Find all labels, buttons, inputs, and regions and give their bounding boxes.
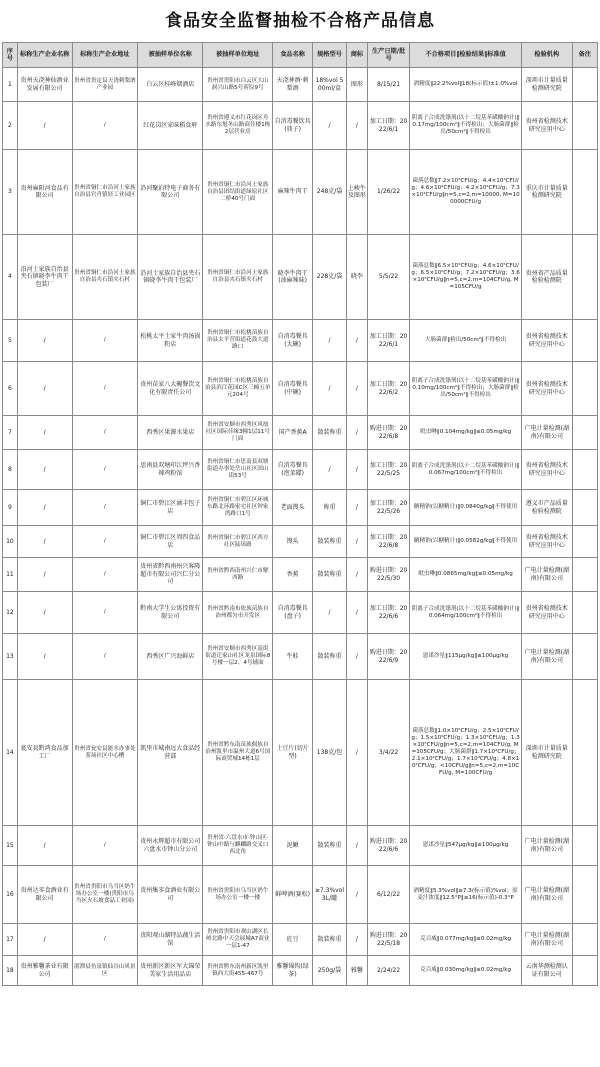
cell-index: 3 <box>3 150 18 235</box>
col-header-remark: 备注 <box>572 43 597 68</box>
cell-spec: / <box>313 592 347 634</box>
cell-lab: 广电计量检测(湖南)有限公司 <box>521 866 572 924</box>
cell-index: 15 <box>3 826 18 866</box>
cell-producer: / <box>17 634 72 680</box>
col-header-failed-item: 不合格项目‖检验结果‖标准值 <box>410 43 522 68</box>
cell-spec: / <box>313 320 347 362</box>
cell-sampled-address: 贵州省铜仁市碧江区环城东路北环路家宅社区钟家湾路口1号 <box>203 490 273 526</box>
cell-remark <box>572 866 597 924</box>
cell-producer-address: / <box>72 826 137 866</box>
cell-failed-item: 吡虫啉‖0.104mg/kg‖≤0.05mg/kg <box>410 416 522 450</box>
cell-trademark: / <box>346 826 367 866</box>
col-header-food-name: 食品名称 <box>273 43 313 68</box>
table-row <box>3 235 598 320</box>
cell-producer-address: 贵州省瓮安县能水办事处茶场社区中心槽 <box>72 680 137 826</box>
cell-index: 8 <box>3 450 18 490</box>
cell-trademark: / <box>346 866 367 924</box>
cell-date: 加工日期：2022/6/1 <box>367 102 409 150</box>
cell-date: 2/24/22 <box>367 956 409 986</box>
cell-spec: 散装称重 <box>313 526 347 558</box>
cell-producer: / <box>17 450 72 490</box>
cell-producer-address: / <box>72 526 137 558</box>
cell-producer: / <box>17 526 72 558</box>
cell-food-name: 牛蛙 <box>273 634 313 680</box>
cell-trademark: / <box>346 634 367 680</box>
cell-index: 2 <box>3 102 18 150</box>
cell-sampled-unit: 铜仁市碧江区涵丰包子店 <box>138 490 203 526</box>
cell-trademark: / <box>346 362 367 416</box>
cell-food-name: 豇豆 <box>273 924 313 956</box>
cell-spec: 18%vol 500ml/盒 <box>313 68 347 102</box>
cell-producer-address: / <box>72 924 137 956</box>
cell-trademark: / <box>346 592 367 634</box>
cell-lab: 贵州省检测技术研究应用中心 <box>521 450 572 490</box>
cell-failed-item: 酒精度‖22.2%vol‖18(标示值)±1.0%vol <box>410 68 522 102</box>
cell-sampled-unit: 沿河土家族自治县夹石镇晓李牛肉干包装厂 <box>138 235 203 320</box>
table-row <box>3 416 598 450</box>
cell-index: 13 <box>3 634 18 680</box>
cell-food-name: 自消毒餐具(泡菜碟) <box>273 450 313 490</box>
cell-lab: 贵州省产品质量检验检测院 <box>521 235 572 320</box>
table-row <box>3 362 598 416</box>
cell-index: 10 <box>3 526 18 558</box>
cell-food-name: 自消毒餐具(中碗) <box>273 362 313 416</box>
cell-remark <box>572 956 597 986</box>
table-row <box>3 592 598 634</box>
cell-lab: 广电计量检测(湖南)有限公司 <box>521 634 572 680</box>
table-row <box>3 490 598 526</box>
cell-food-name: 天浇神酒·刺梨酒 <box>273 68 313 102</box>
cell-remark <box>572 634 597 680</box>
cell-index: 4 <box>3 235 18 320</box>
inspection-table <box>2 42 598 986</box>
cell-sampled-address: 贵州省黔东南州新区凯里镇西大街455-467号 <box>203 956 273 986</box>
cell-producer: / <box>17 490 72 526</box>
cell-trademark: / <box>346 680 367 826</box>
cell-spec: / <box>313 450 347 490</box>
cell-sampled-unit: 西秀区广兴海鲜店 <box>138 634 203 680</box>
table-row <box>3 558 598 592</box>
cell-failed-item: 恩诺沙星‖115μg/kg‖≤100μg/kg <box>410 634 522 680</box>
cell-lab: 深圳市计量质量检测研究院 <box>521 68 572 102</box>
cell-producer: / <box>17 416 72 450</box>
cell-food-name: 麻辣牛肉干 <box>273 150 313 235</box>
cell-food-name: 国产香蕉A <box>273 416 313 450</box>
cell-producer-address: / <box>72 102 137 150</box>
col-header-sampled-address: 被抽样单位地址 <box>203 43 273 68</box>
cell-index: 7 <box>3 416 18 450</box>
cell-index: 17 <box>3 924 18 956</box>
cell-sampled-address: 贵州省黔东南苗族侗族自治州凯里市温州大道6号国际商贸城14栋1层 <box>203 680 273 826</box>
cell-spec: 250g/袋 <box>313 956 347 986</box>
cell-producer: / <box>17 102 72 150</box>
cell-producer: / <box>17 558 72 592</box>
table-header-row <box>3 43 598 68</box>
cell-spec: 散装称重 <box>313 924 347 956</box>
col-header-lab: 检验机构 <box>521 43 572 68</box>
col-header-producer-address: 标称生产企业地址 <box>72 43 137 68</box>
cell-producer-address: / <box>72 558 137 592</box>
cell-sampled-unit: 沿河聚泊特电子商务有限公司 <box>138 150 203 235</box>
cell-remark <box>572 320 597 362</box>
cell-remark <box>572 450 597 490</box>
cell-date: 6/12/22 <box>367 866 409 924</box>
cell-lab: 贵州省检测技术研究应用中心 <box>521 592 572 634</box>
cell-trademark: 晓李 <box>346 235 367 320</box>
cell-producer-address: 贵州省贵阳市乌当区奶牛场办公室一楼(贵阳市乌当区火石坡食品工业园) <box>72 866 137 924</box>
cell-spec: / <box>313 362 347 416</box>
cell-failed-item: 菌落总数‖1.0×10⁵CFU/g；2.5×10⁵CFU/g；1.5×10⁵CFU/g；1.3×10⁵CFU/g；1.3×10⁵CFU/g‖n=5,c=2,m=104CFU/g, M=105CFU/g；大肠菌群‖1.7×10³CFU/g；2.1×10²CFU/g；1.7×10³CFU/g；4.8×10²CFU/g；<10CFU/g‖n=5,c=2,m=10CFU/g, M=100CFU/g <box>410 680 522 826</box>
page-title: 食品安全监督抽检不合格产品信息 <box>165 11 435 31</box>
table-row <box>3 526 598 558</box>
cell-food-name: 泥鳅 <box>273 826 313 866</box>
cell-producer-address: / <box>72 634 137 680</box>
cell-date: 加工日期：2022/5/26 <box>367 490 409 526</box>
cell-sampled-address: 贵州省铜仁市松桃苗族自治县太平营街道花鼓大道路口 <box>203 320 273 362</box>
cell-failed-item: 大肠菌群‖检出/50cm²‖不得检出 <box>410 320 522 362</box>
cell-lab: 贵州省检测技术研究应用中心 <box>521 362 572 416</box>
cell-sampled-unit: 铜仁市碧江区周四食品店 <box>138 526 203 558</box>
cell-sampled-address: 贵州省铜仁市松桃苗族自治县滨江花园C区三幢五单元204号 <box>203 362 273 416</box>
cell-spec: 称重 <box>313 490 347 526</box>
cell-index: 16 <box>3 866 18 924</box>
cell-failed-item: 恩诺沙星‖547μg/kg‖≤100μg/kg <box>410 826 522 866</box>
cell-producer: / <box>17 320 72 362</box>
cell-sampled-unit: 黔南大学生公寓投资有限公司 <box>138 592 203 634</box>
cell-food-name: 自消毒餐具(大碗) <box>273 320 313 362</box>
cell-lab: 云南华测检测认证有限公司 <box>521 956 572 986</box>
cell-sampled-unit: 贵阳观山湖特品蔬生活馆 <box>138 924 203 956</box>
cell-sampled-address: 贵州省贵阳市乌当区奶牛场办公室一楼一楼 <box>203 866 273 924</box>
cell-food-name: 馒头 <box>273 526 313 558</box>
cell-sampled-unit: 贵州苗家八大碗餐饮文化有限责任公司 <box>138 362 203 416</box>
cell-sampled-unit: 凯里市城南远大食品经营部 <box>138 680 203 826</box>
cell-producer-address: / <box>72 416 137 450</box>
cell-date: 1/26/22 <box>367 150 409 235</box>
cell-sampled-address: 贵州省铜仁市碧江区西方社区陆场路 <box>203 526 273 558</box>
cell-sampled-address: 贵州省贵阳市白云区大山洞兴山路5号荷原9号 <box>203 68 273 102</box>
col-header-index: 序号 <box>3 43 18 68</box>
cell-date: 8/15/21 <box>367 68 409 102</box>
cell-sampled-address: 贵州省·六盘水市·钟山区·钟山中路与麒麟路交叉口西北角 <box>203 826 273 866</box>
cell-trademark: 上峻牛及图形 <box>346 150 367 235</box>
cell-producer-address: / <box>72 490 137 526</box>
cell-remark <box>572 68 597 102</box>
cell-lab: 深圳市计量质量检测研究院 <box>521 680 572 826</box>
col-header-spec: 规格型号 <box>313 43 347 68</box>
cell-sampled-unit: 松桃太平土家牛肉汤锅粉店 <box>138 320 203 362</box>
cell-lab: 贵州省检测技术研究应用中心 <box>521 526 572 558</box>
cell-producer: 瓮安县黔鸿食品加工厂 <box>17 680 72 826</box>
cell-spec: 散装称重 <box>313 634 347 680</box>
cell-producer-address: 湄潭县鱼泉镇仙谷山风景区 <box>72 956 137 986</box>
col-header-producer: 标称生产企业名称 <box>17 43 72 68</box>
cell-trademark: / <box>346 102 367 150</box>
cell-date: 购进日期：2022/6/9 <box>367 634 409 680</box>
cell-lab: 贵州省检测技术研究应用中心 <box>521 320 572 362</box>
cell-failed-item: 克百威‖0.030mg/kg‖≤0.02mg/kg <box>410 956 522 986</box>
cell-sampled-address: 贵州省安顺市西秀区南街街道迁家山社区龙泉国际8号楼一层2、4号铺面 <box>203 634 273 680</box>
cell-producer: 沿河土家族自治县夹石镇晓李牛肉干包装厂 <box>17 235 72 320</box>
cell-trademark: / <box>346 320 367 362</box>
cell-remark <box>572 592 597 634</box>
cell-failed-item: 糖精钠(以糖精计)‖0.0582g/kg‖不得使用 <box>410 526 522 558</box>
cell-producer-address: / <box>72 362 137 416</box>
cell-remark <box>572 150 597 235</box>
table-row <box>3 450 598 490</box>
cell-lab: 广电计量检测(湖南)有限公司 <box>521 826 572 866</box>
cell-date: 5/5/22 <box>367 235 409 320</box>
cell-failed-item: 吡虫啉‖0.0865mg/kg‖≤0.05mg/kg <box>410 558 522 592</box>
cell-producer: / <box>17 924 72 956</box>
cell-trademark: / <box>346 924 367 956</box>
cell-spec: ≥7.3%vol 3L/罐 <box>313 866 347 924</box>
cell-sampled-unit: 红花岗区家味稻食府 <box>138 102 203 150</box>
cell-food-name: 自消毒餐饮具(筷子) <box>273 102 313 150</box>
cell-date: 加工日期：2022/6/6 <box>367 592 409 634</box>
cell-date: 3/4/22 <box>367 680 409 826</box>
cell-date: 加工日期：2022/6/2 <box>367 362 409 416</box>
cell-spec: 228克/袋 <box>313 235 347 320</box>
cell-index: 6 <box>3 362 18 416</box>
cell-index: 18 <box>3 956 18 986</box>
cell-lab: 广电计量检测(湖南)有限公司 <box>521 924 572 956</box>
cell-lab: 贵州省检测技术研究应用中心 <box>521 102 572 150</box>
cell-trademark: / <box>346 416 367 450</box>
cell-sampled-address: 贵州省安顺市西秀区风凰社区国际佳缘3幢1层11号门面 <box>203 416 273 450</box>
cell-failed-item: 阴离子合成洗涤剂(以十二烷基苯磺酸钠计)‖0.067mg/100cm²‖不得检出 <box>410 450 522 490</box>
cell-failed-item: 阴离子合成洗涤剂(以十二烷基苯磺酸钠计)‖0.17mg/100cm²‖不得检出；大肠菌群‖检出/50cm²‖不得检出 <box>410 102 522 150</box>
cell-remark <box>572 526 597 558</box>
cell-date: 加工日期：2022/6/8 <box>367 526 409 558</box>
table-row <box>3 634 598 680</box>
cell-lab: 广电计量检测(湖南)有限公司 <box>521 416 572 450</box>
cell-remark <box>572 558 597 592</box>
cell-spec: 138克/包 <box>313 680 347 826</box>
cell-failed-item: 阴离子合成洗涤剂(以十二烷基苯磺酸钠计)‖0.10mg/100cm²‖不得检出；大肠菌群‖检出/50cm²‖不得检出 <box>410 362 522 416</box>
col-header-sampled-unit: 被抽样单位名称 <box>138 43 203 68</box>
cell-producer-address: / <box>72 592 137 634</box>
table-row <box>3 826 598 866</box>
cell-sampled-unit: 贵州省黔西南州兴客隆超市有限公司兴仁分公司 <box>138 558 203 592</box>
cell-producer: 贵州雅馨茶业有限公司 <box>17 956 72 986</box>
cell-index: 5 <box>3 320 18 362</box>
table-row <box>3 924 598 956</box>
cell-remark <box>572 680 597 826</box>
col-header-date: 生产日期/批号 <box>367 43 409 68</box>
cell-food-name: 老面馒头 <box>273 490 313 526</box>
cell-trademark: / <box>346 526 367 558</box>
cell-trademark: / <box>346 450 367 490</box>
cell-producer-address: / <box>72 450 137 490</box>
cell-remark <box>572 826 597 866</box>
cell-index: 9 <box>3 490 18 526</box>
cell-sampled-address: 贵州省铜仁市沿河土家族自治县夹石镇夹石村 <box>203 235 273 320</box>
cell-producer-address: 贵州省铜仁市沿河土家族自治县官舟镇轻工业园区 <box>72 150 137 235</box>
cell-spec: / <box>313 102 347 150</box>
cell-date: 加工日期：2022/5/25 <box>367 450 409 490</box>
table-row <box>3 150 598 235</box>
table-row <box>3 866 598 924</box>
table-body <box>3 68 598 986</box>
table-row <box>3 320 598 362</box>
cell-index: 1 <box>3 68 18 102</box>
cell-spec: 散装称重 <box>313 558 347 592</box>
cell-spec: 散装称重 <box>313 416 347 450</box>
cell-food-name: 雅馨锦钩(绿茶) <box>273 956 313 986</box>
cell-failed-item: 菌落总数‖6.5×10⁵CFU/g；4.6×10⁵CFU/g；6.5×10⁵CFU/g；7.2×10⁵CFU/g；3.6×10⁵CFU/g‖n=5,c=2,m=104CFU/g, M=105CFU/g <box>410 235 522 320</box>
cell-remark <box>572 416 597 450</box>
cell-failed-item: 菌落总数‖7.2×10⁴CFU/g；4.4×10⁴CFU/g；4.6×10⁴CFU/g；4.2×10⁴CFU/g；7.3×10⁴CFU/g‖n=5,c=2,m=10000, M=100000CFU/g <box>410 150 522 235</box>
cell-remark <box>572 924 597 956</box>
cell-sampled-unit: 贵州集零食酒业有限公司 <box>138 866 203 924</box>
cell-date: 购进日期：2022/5/18 <box>367 924 409 956</box>
table-row <box>3 956 598 986</box>
cell-index: 12 <box>3 592 18 634</box>
cell-sampled-unit: 白云区桂峰烟酒店 <box>138 68 203 102</box>
cell-date: 加工日期：2022/6/1 <box>367 320 409 362</box>
cell-producer: / <box>17 826 72 866</box>
cell-failed-item: 克百威‖0.077mg/kg‖≤0.02mg/kg <box>410 924 522 956</box>
cell-sampled-address: 贵州省黔南布依族苗族自治州都匀市开发区 <box>203 592 273 634</box>
cell-failed-item: 酒精度‖5.3%vol‖≥7.3(标示值)%vol；原麦汁浓度‖12.5°P‖≥16(标示值)-0.3°P <box>410 866 522 924</box>
cell-food-name: 香蕉 <box>273 558 313 592</box>
table-row <box>3 102 598 150</box>
cell-date: 购进日期：2022/6/6 <box>367 826 409 866</box>
cell-food-name: 晓李牛肉干(油麻辣味) <box>273 235 313 320</box>
cell-trademark: 图形 <box>346 68 367 102</box>
cell-producer: / <box>17 592 72 634</box>
cell-index: 14 <box>3 680 18 826</box>
cell-remark <box>572 490 597 526</box>
cell-food-name: 鲜啤酒(赛松) <box>273 866 313 924</box>
cell-sampled-unit: 贵州永辉超市有限公司六盘水市钟山分公司 <box>138 826 203 866</box>
cell-spec: 散装称重 <box>313 826 347 866</box>
cell-trademark: / <box>346 558 367 592</box>
cell-producer: 贵州麻阳河食品有限公司 <box>17 150 72 235</box>
cell-lab: 重庆市计量质量检测研究院 <box>521 150 572 235</box>
cell-producer: 贵州达零食酒业有限公司 <box>17 866 72 924</box>
cell-sampled-address: 贵州省铜仁市思南县双塘街道办事处岳山社区固山街53号 <box>203 450 273 490</box>
cell-failed-item: 糖精钠(以糖精计)‖0.0840g/kg‖不得使用 <box>410 490 522 526</box>
cell-sampled-unit: 思南县双塘印江坪兴香辣鸡粉馆 <box>138 450 203 490</box>
cell-spec: 248克/袋 <box>313 150 347 235</box>
cell-trademark: / <box>346 490 367 526</box>
cell-lab: 广电计量检测(湖南)有限公司 <box>521 558 572 592</box>
cell-sampled-unit: 西秀区果源水果店 <box>138 416 203 450</box>
cell-trademark: 雅馨 <box>346 956 367 986</box>
cell-remark <box>572 102 597 150</box>
cell-producer-address: 贵州省铜仁市沿河土家族自治县夹石镇夹石村 <box>72 235 137 320</box>
cell-index: 11 <box>3 558 18 592</box>
cell-sampled-unit: 贵州新区新区军大锦荣美家生活用品店 <box>138 956 203 986</box>
cell-producer: / <box>17 362 72 416</box>
col-header-trademark: 商标 <box>346 43 367 68</box>
cell-producer: 贵州天浇神仙酒业发展有限公司 <box>17 68 72 102</box>
cell-producer-address: / <box>72 320 137 362</box>
cell-failed-item: 阴离子合成洗涤剂(以十二烷基苯磺酸钠计)‖0.064mg/100cm²‖不得检出 <box>410 592 522 634</box>
cell-remark <box>572 235 597 320</box>
cell-sampled-address: 贵州省黔西南州兴仁市解西路 <box>203 558 273 592</box>
cell-sampled-address: 贵州省遵义市红花岗区舟水路东旭冬山路商住楼1栋2层营业房 <box>203 102 273 150</box>
table-row <box>3 680 598 826</box>
cell-lab: 遵义市产品质量检验检测院 <box>521 490 572 526</box>
cell-date: 购进日期：2022/6/8 <box>367 416 409 450</box>
cell-producer-address: 贵州省贵定县天浇刺梨酒产业园 <box>72 68 137 102</box>
cell-remark <box>572 362 597 416</box>
cell-sampled-address: 贵州省贵阳市观山湖区长岭北路中天会展城A7商业一层1-47 <box>203 924 273 956</box>
cell-sampled-address: 贵州省铜仁市沿河土家族自治县团结街道绿原社区二桥40号门面 <box>203 150 273 235</box>
cell-food-name: 土豆片(切片型) <box>273 680 313 826</box>
cell-food-name: 自消毒餐具(盘子) <box>273 592 313 634</box>
table-row <box>3 68 598 102</box>
cell-date: 购进日期：2022/5/30 <box>367 558 409 592</box>
